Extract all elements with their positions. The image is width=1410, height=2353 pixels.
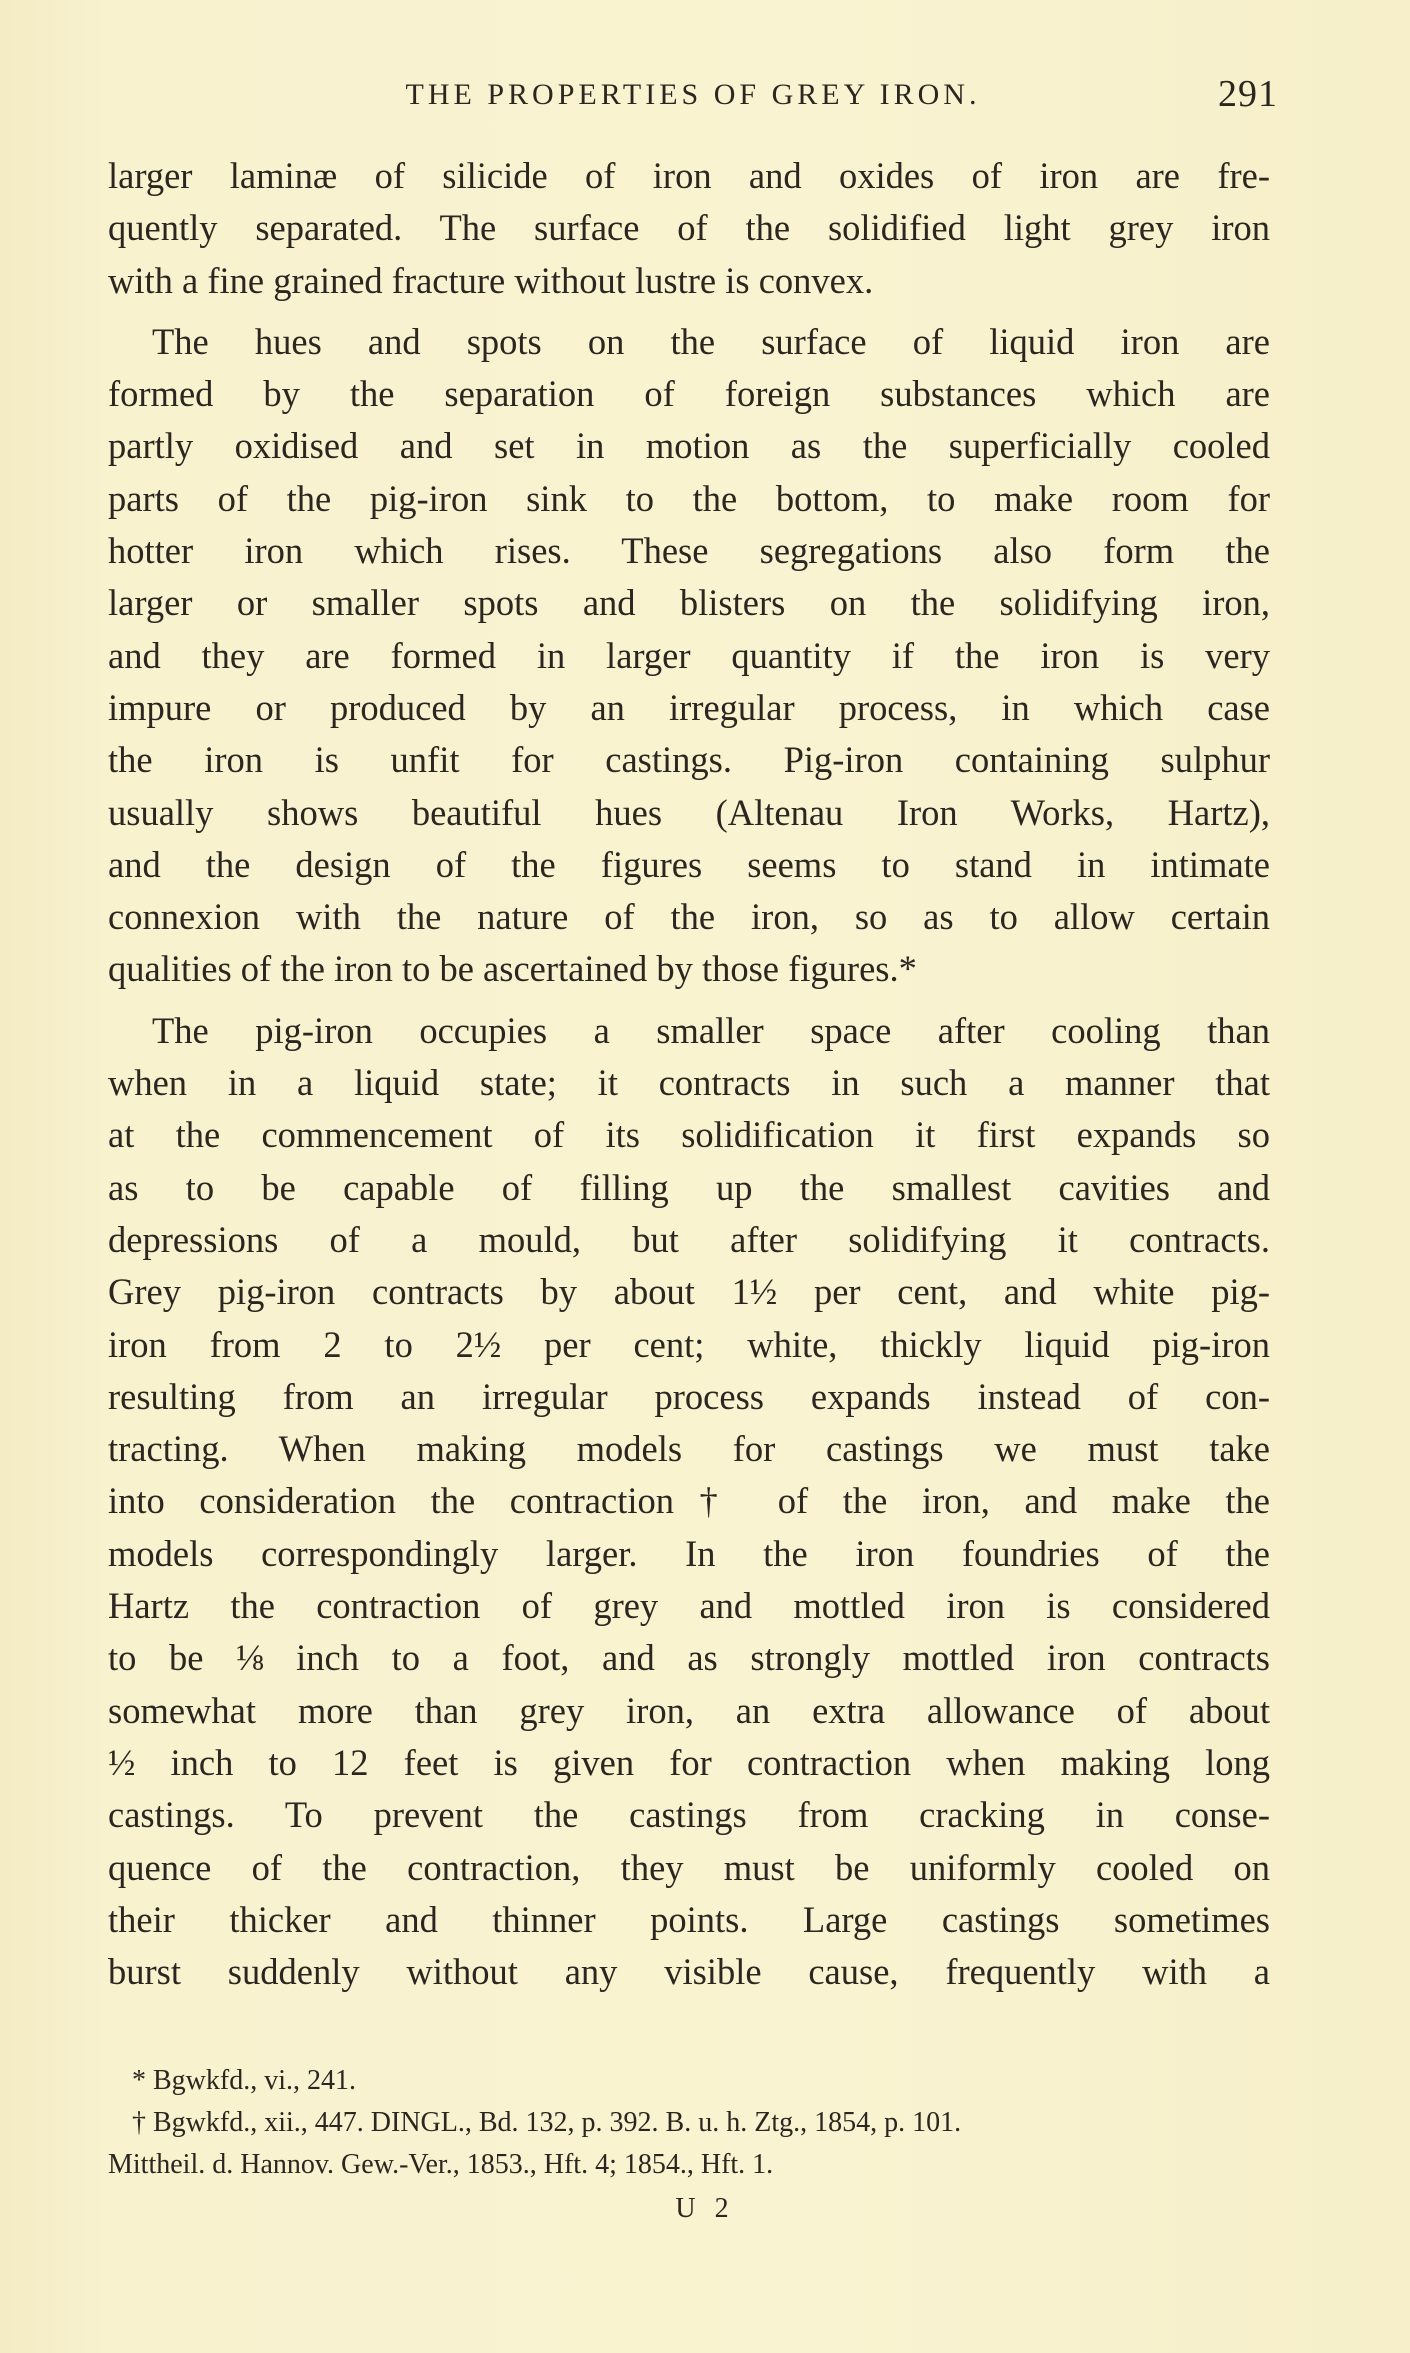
text-line: castings. To prevent the castings from cracking in conse- [108, 1794, 1270, 1836]
paragraph-3 [108, 1005, 1270, 1999]
text-line: and the design of the figures seems to stand in intimate [108, 843, 1270, 885]
text-line: usually shows beautiful hues (Altenau Iron Works, Hartz), [108, 791, 1270, 833]
text-line: partly oxidised and set in motion as the superficially cooled [108, 425, 1270, 467]
text-line: as to be capable of filling up the smallest cavities and [108, 1166, 1270, 1208]
text-line: ½ inch to 12 feet is given for contraction when making long [108, 1741, 1270, 1783]
text-line: quence of the contraction, they must be uniformly cooled on [108, 1846, 1270, 1888]
footnote: † Bgwkfd., xii., 447. DINGL., Bd. 132, p. 392. B. u. h. Ztg., 1854, p. 101. [132, 2107, 962, 2138]
text-line: qualities of the iron to be ascertained by those figures.* [108, 948, 917, 990]
running-title: THE PROPERTIES OF GREY IRON. [405, 78, 981, 111]
text-line: resulting from an irregular process expands instead of con- [108, 1375, 1270, 1417]
text-line: quently separated. The surface of the solidified light grey iron [108, 207, 1270, 249]
text-line: burst suddenly without any visible cause, frequently with a [108, 1951, 1270, 1993]
page-header [108, 72, 1278, 122]
text-line: at the commencement of its solidification it first expands so [108, 1114, 1270, 1156]
page-number: 291 [1218, 73, 1278, 115]
text-line: formed by the separation of foreign substances which are [108, 373, 1270, 415]
text-line: parts of the pig-iron sink to the bottom, to make room for [108, 477, 1270, 519]
footnote-continuation: Mittheil. d. Hannov. Gew.-Ver., 1853., Hft. 4; 1854., Hft. 1. [108, 2149, 774, 2180]
text-line: The pig-iron occupies a smaller space after cooling than [152, 1009, 1270, 1051]
text-line: hotter iron which rises. These segregations also form the [108, 530, 1270, 572]
body-text [108, 150, 1270, 2007]
text-line: and they are formed in larger quantity if the iron is very [108, 634, 1270, 676]
text-line: somewhat more than grey iron, an extra allowance of about [108, 1689, 1270, 1731]
text-line: tracting. When making models for castings we must take [108, 1428, 1270, 1470]
text-line: Grey pig-iron contracts by about 1½ per cent, and white pig- [108, 1271, 1270, 1313]
text-line: Hartz the contraction of grey and mottled iron is considered [108, 1585, 1270, 1627]
footnote: * Bgwkfd., vi., 241. [132, 2065, 356, 2096]
text-line: with a fine grained fracture without lustre is convex. [108, 259, 874, 301]
text-line: models correspondingly larger. In the iron foundries of the [108, 1532, 1270, 1574]
text-line: impure or produced by an irregular process, in which case [108, 686, 1270, 728]
text-line: to be ⅛ inch to a foot, and as strongly mottled iron contracts [108, 1637, 1270, 1679]
text-line: iron from 2 to 2½ per cent; white, thickly liquid pig-iron [108, 1323, 1270, 1365]
signature-mark: U 2 [675, 2193, 735, 2224]
text-line: the iron is unfit for castings. Pig-iron containing sulphur [108, 739, 1270, 781]
text-line: depressions of a mould, but after solidifying it contracts. [108, 1218, 1270, 1260]
text-line: their thicker and thinner points. Large castings sometimes [108, 1898, 1270, 1940]
paragraph-1 [108, 150, 1270, 307]
text-line: when in a liquid state; it contracts in such a manner that [108, 1062, 1270, 1104]
paragraph-2 [108, 316, 1270, 996]
text-line: larger laminæ of silicide of iron and oxides of iron are fre- [108, 155, 1270, 196]
text-line: larger or smaller spots and blisters on the solidifying iron, [108, 582, 1270, 624]
text-line: into consideration the contraction† of the iron, and make the [108, 1480, 1270, 1522]
text-line: connexion with the nature of the iron, so as to allow certain [108, 896, 1270, 938]
text-line: The hues and spots on the surface of liquid iron are [152, 320, 1270, 362]
footnotes [108, 2060, 1273, 2186]
